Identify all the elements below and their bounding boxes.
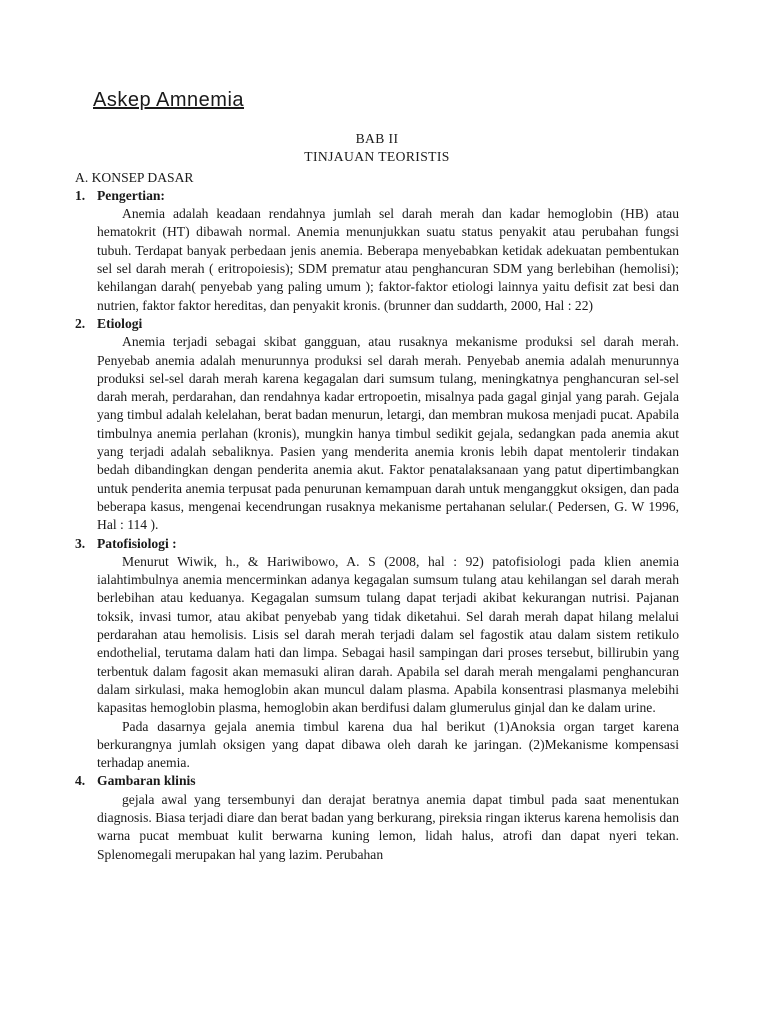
- item-heading-text: Pengertian:: [97, 187, 165, 203]
- item-gambaran-klinis: [75, 772, 679, 863]
- item-heading: [75, 535, 679, 553]
- paragraph: Anemia adalah keadaan rendahnya jumlah sel darah merah dan kadar hemoglobin (HB) atau hematokrit (HT) dibawah normal. Anemia menunjukkan suatu status penyakit atau perubahan fungsi tubuh. Terdapat banyak perbedaan jenis anemia. Beberapa menyebabkan ketidak adekuatan pembentukan sel sel darah merah ( eritropoiesis); SDM prematur atau penghancuran SDM yang berlebihan (hemolisi); kehilangan darah( penyebab yang paling umum ); faktor-faktor etiologi lainnya yaitu defisit zat besi dan nutrien, faktor faktor hereditas, dan penyakit kronis. (brunner dan suddarth, 2000, Hal : 22): [97, 206, 679, 313]
- item-heading-text: Etiologi: [97, 315, 143, 331]
- item-heading: [75, 187, 679, 205]
- item-heading: [75, 315, 679, 333]
- item-heading: [75, 772, 679, 790]
- chapter-title: TINJAUAN TEORISTIS: [304, 149, 450, 165]
- chapter-number: BAB II: [355, 131, 399, 146]
- item-etiologi: [75, 315, 679, 535]
- item-heading-text: Gambaran klinis: [97, 773, 196, 789]
- paragraph: gejala awal yang tersembunyi dan derajat beratnya anemia dapat timbul pada saat menentukan diagnosis. Biasa terjadi diare dan berat badan yang berkurang, pireksia ringan ikterus karena hemolisis dan warna pucat membuat kulit berwarna kuning lemon, lidah halus, atrofi dan dapat nyeri tekan. Splenomegali merupakan hal yang lazim. Perubahan: [97, 791, 679, 862]
- section-heading: A. KONSEP DASAR: [75, 169, 194, 185]
- document-title: Askep Amnemia: [93, 89, 245, 111]
- item-pengertian: [75, 187, 679, 315]
- paragraph: Anemia terjadi sebagai skibat gangguan, atau rusaknya mekanisme produksi sel darah merah. Penyebab anemia adalah menurunnya produksi sel darah merah. Penyebab anemia adalah menurunnya produksi sel-sel darah merah karena kegagalan dari sumsum tulang, meningkatnya penghancuran sel-sel darah merah, perdarahan, dan rendahnya kadar ertropoetin, misalnya pada gagal ginjal yang parah. Gejala yang timbul adalah kelelahan, berat badan menurun, letargi, dan membran mukosa menjadi pucat. Apabila timbulnya anemia perlahan (kronis), mungkin hanya timbul sedikit gejala, sedangkan pada anemia akut yang terjadi adalah sebaliknya. Pasien yang menderita anemia kronis lebih dapat mentolerir tindakan bedah dibandingkan dengan penderita anemia akut. Faktor penatalaksanaan yang patut dipertimbangkan untuk penderita anemia terpusat pada penurunan kemampuan darah untuk menganggkut oksigen, dan pada beberapa kasus, mengenai kecendrungan rusaknya mekanisme pertahanan selular.( Pedersen, G. W 1996, Hal : 114 ).: [97, 334, 679, 533]
- paragraph: Menurut Wiwik, h., & Hariwibowo, A. S (2008, hal : 92) patofisiologi pada klien anemia ialahtimbulnya anemia mencerminkan adanya kegagalan sumsum tulang atau kehilangan sel darah merah berlebihan atau keduanya. Kegagalan sumsum tulang dapat terjadi akibat kekurangan nutrisi. Pajanan toksik, invasi tumor, atau akibat penyebab yang tidak diketahui. Sel darah merah dapat hilang melalui perdarahan atau hemolisis. Lisis sel darah merah terjadi dalam sel fagostik atau dalam sistem retikulo endothelial, terutama dalam hati dan limpa. Sebagai hasil sampingan dari proses tersebut, billirubin yang terbentuk dalam fagosit akan memasuki aliran darah. Apabila sel darah merah mengalami penghancuran dalam sirkulasi, maka hemoglobin akan muncul dalam plasma. Apabila konsentrasi plasmanya melebihi kapasitas hemoglobin plasma, hemoglobin akan berdifusi dalam glumerulus ginjal dan ke dalam urine.: [97, 553, 679, 716]
- item-number: 2.: [75, 315, 86, 331]
- item-patofisiologi: [75, 535, 679, 773]
- item-number: 3.: [75, 535, 86, 551]
- item-number: 1.: [75, 187, 86, 203]
- paragraph: Pada dasarnya gejala anemia timbul karena dua hal berikut (1)Anoksia organ target karena berkurangnya jumlah oksigen yang dapat dibawa oleh darah ke jaringan. (2)Mekanisme kompensasi terhadap anemia.: [97, 718, 679, 771]
- item-number: 4.: [75, 773, 86, 789]
- item-heading-text: Patofisiologi :: [97, 535, 177, 551]
- document-body: [75, 130, 679, 864]
